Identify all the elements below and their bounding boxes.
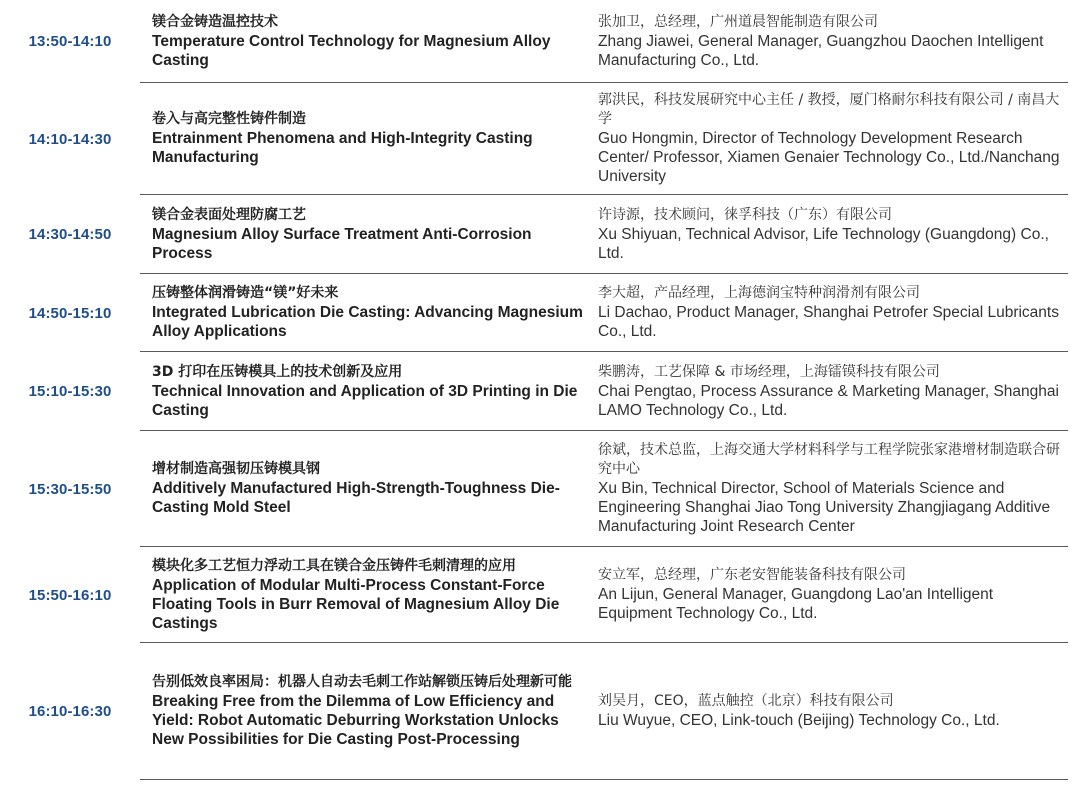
- session-row: [0, 0, 1080, 83]
- session-speaker: [598, 643, 1070, 779]
- topic-title-en: Application of Modular Multi-Process Constant-Force Floating Tools in Burr Removal of Magnesium Alloy Die Castings: [152, 576, 560, 632]
- speaker-info-cn: 安立军，总经理，广东老安智能装备科技有限公司: [598, 567, 906, 583]
- speaker-info-en: Guo Hongmin, Director of Technology Development Research Center/ Professor, Xiamen Genaier Technology Co., Ltd./Nanchang University: [598, 130, 1060, 185]
- session-time: 14:50-15:10: [28, 304, 112, 322]
- topic-title-cn: 告别低效良率困局：机器人自动去毛刺工作站解锁压铸后处理新可能: [152, 674, 572, 690]
- session-topic: [152, 547, 588, 642]
- topic-title-cn: 镁合金表面处理防腐工艺: [152, 206, 306, 223]
- session-speaker: [598, 352, 1070, 430]
- topic-title-cn: 增材制造高强韧压铸模具钢: [152, 461, 320, 477]
- speaker-info-en: Liu Wuyue, CEO, Link-touch (Beijing) Technology Co., Ltd.: [598, 712, 1000, 729]
- session-row: [0, 195, 1080, 274]
- session-time: 13:50-14:10: [28, 33, 112, 50]
- session-speaker: [598, 195, 1070, 273]
- row-divider: [140, 779, 1068, 780]
- topic-title-cn: 3D 打印在压铸模具上的技术创新及应用: [152, 363, 403, 380]
- session-speaker: [598, 431, 1070, 546]
- speaker-info-cn: 郭洪民，科技发展研究中心主任 / 教授，厦门格耐尔科技有限公司 / 南昌大学: [598, 92, 1060, 127]
- speaker-info-cn: 李大超，产品经理，上海德润宝特种润滑剂有限公司: [598, 285, 920, 301]
- session-time: 16:10-16:30: [28, 703, 112, 720]
- session-topic: [152, 352, 588, 430]
- session-topic: [152, 195, 588, 273]
- topic-title-en: Integrated Lubrication Die Casting: Advancing Magnesium Alloy Applications: [152, 304, 583, 340]
- topic-title-cn: 镁合金铸造温控技术: [152, 13, 278, 30]
- session-row: [0, 352, 1080, 431]
- session-topic: [152, 643, 588, 779]
- session-topic: [152, 0, 588, 82]
- session-speaker: [598, 274, 1070, 351]
- session-speaker: [598, 547, 1070, 642]
- session-speaker: [598, 0, 1070, 82]
- speaker-info-en: An Lijun, General Manager, Guangdong Lao'an Intelligent Equipment Technology Co., Ltd.: [598, 586, 994, 622]
- speaker-info-cn: 徐斌，技术总监，上海交通大学材料科学与工程学院张家港增材制造联合研究中心: [598, 442, 1060, 477]
- session-row: [0, 274, 1080, 352]
- topic-title-cn: 模块化多工艺恒力浮动工具在镁合金压铸件毛刺清理的应用: [152, 557, 516, 574]
- session-topic: [152, 274, 588, 351]
- topic-title-en: Entrainment Phenomena and High-Integrity Casting Manufacturing: [152, 130, 533, 166]
- topic-title-en: Breaking Free from the Dilemma of Low Efficiency and Yield: Robot Automatic Deburring Workstation Unlocks New Possibilities for Die Casting Post-Processing: [152, 693, 559, 748]
- speaker-info-cn: 刘吴月，CEO，蓝点触控（北京）科技有限公司: [598, 693, 894, 709]
- speaker-info-cn: 张加卫，总经理，广州道晨智能制造有限公司: [598, 13, 878, 30]
- speaker-info-en: Xu Bin, Technical Director, School of Materials Science and Engineering Shanghai Jiao Tong University Zhangjiagang Additive Manufacturing Joint Research Center: [598, 480, 1051, 535]
- speaker-info-cn: 柴鹏涛，工艺保障 & 市场经理，上海镭镆科技有限公司: [598, 363, 940, 380]
- session-speaker: [598, 83, 1070, 194]
- session-row: [0, 643, 1080, 780]
- session-time: 15:10-15:30: [28, 383, 112, 400]
- session-time: 15:30-15:50: [28, 480, 112, 498]
- session-row: [0, 83, 1080, 195]
- session-time: 14:30-14:50: [28, 226, 112, 243]
- speaker-info-cn: 许诗源，技术顾问，徕孚科技（广东）有限公司: [598, 206, 892, 223]
- topic-title-en: Additively Manufactured High-Strength-Toughness Die-Casting Mold Steel: [152, 480, 560, 516]
- speaker-info-en: Xu Shiyuan, Technical Advisor, Life Technology (Guangdong) Co., Ltd.: [598, 225, 1049, 262]
- session-topic: [152, 431, 588, 546]
- topic-title-en: Technical Innovation and Application of 3D Printing in Die Casting: [152, 382, 578, 419]
- session-row: [0, 547, 1080, 643]
- topic-title-en: Magnesium Alloy Surface Treatment Anti-Corrosion Process: [152, 225, 532, 262]
- topic-title-cn: 压铸整体润滑铸造“镁”好未来: [152, 285, 339, 301]
- topic-title-en: Temperature Control Technology for Magnesium Alloy Casting: [152, 32, 551, 69]
- session-row: [0, 431, 1080, 547]
- speaker-info-en: Zhang Jiawei, General Manager, Guangzhou Daochen Intelligent Manufacturing Co., Ltd.: [598, 32, 1044, 69]
- session-topic: [152, 83, 588, 194]
- speaker-info-en: Chai Pengtao, Process Assurance & Marketing Manager, Shanghai LAMO Technology Co., Ltd.: [598, 382, 1059, 419]
- topic-title-cn: 卷入与高完整性铸件制造: [152, 111, 306, 127]
- session-time: 14:10-14:30: [28, 130, 112, 148]
- session-time: 15:50-16:10: [28, 586, 112, 604]
- speaker-info-en: Li Dachao, Product Manager, Shanghai Petrofer Special Lubricants Co., Ltd.: [598, 304, 1059, 340]
